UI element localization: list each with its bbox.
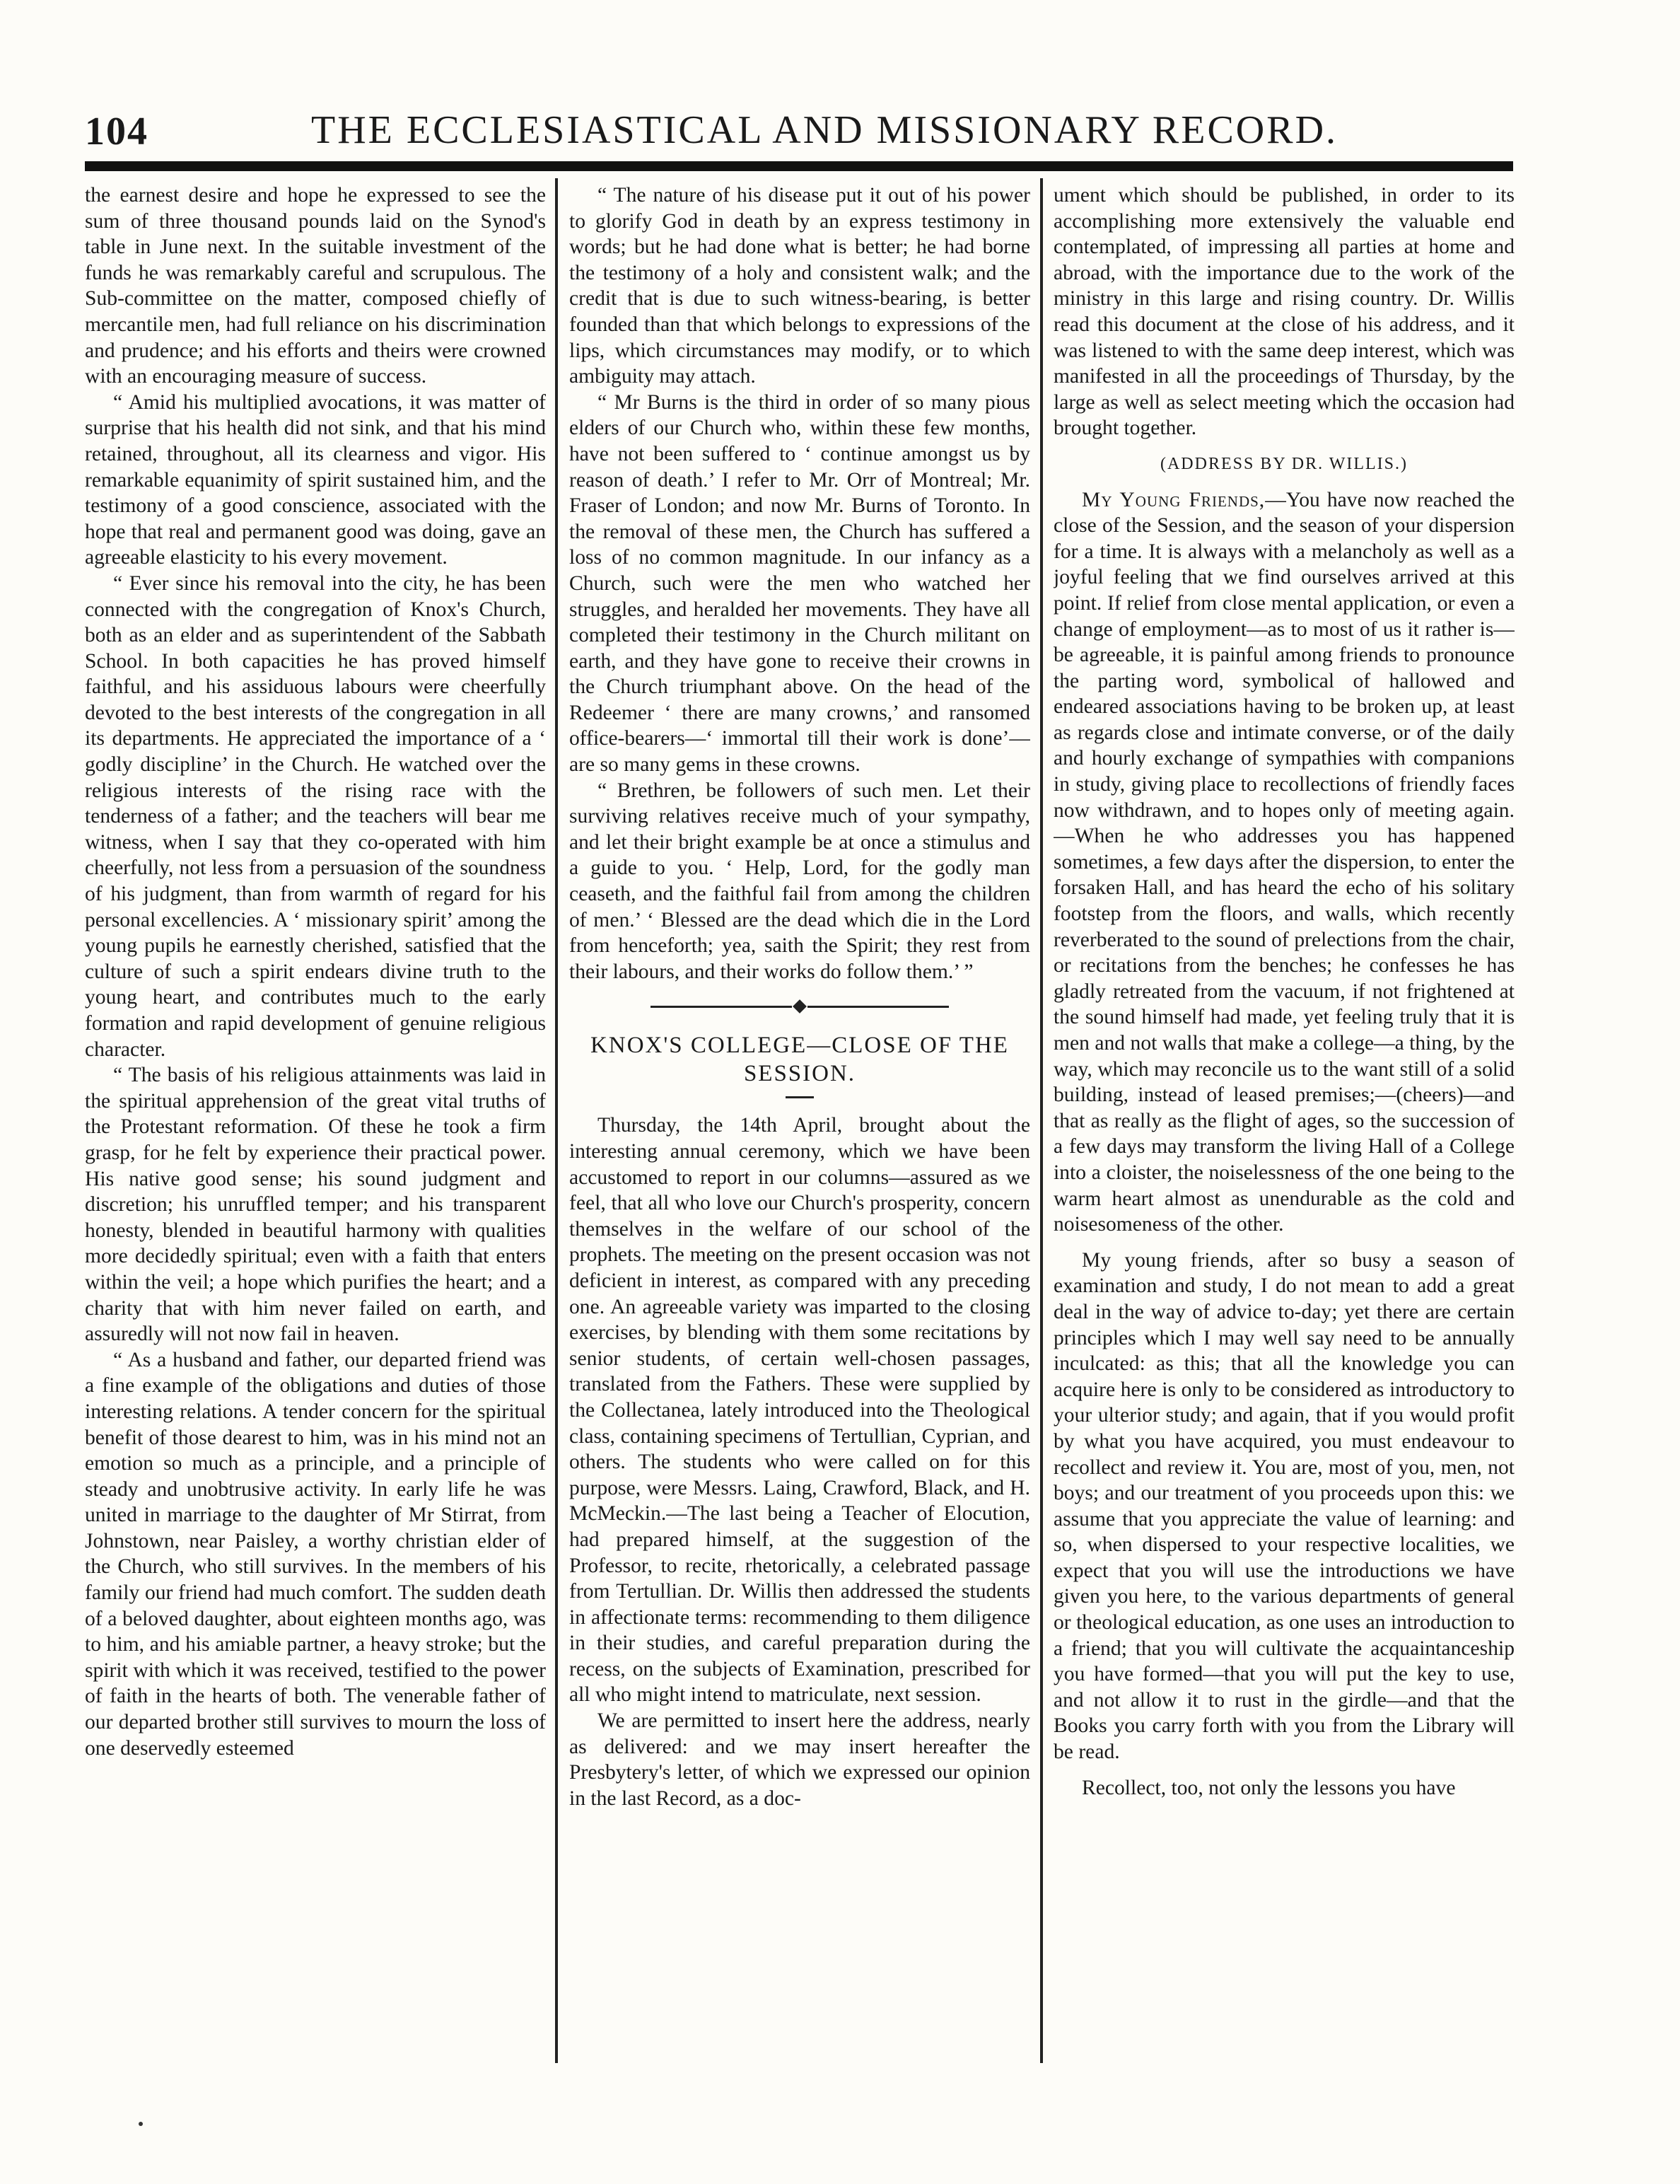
page-header [85, 106, 1513, 163]
paragraph-text: —You have now reached the close of the Session, and the season of your dispersion for a time. It is always with a melancholy as well as a joyful feeling that we find ourselves arrived at this point. If relief from close mental application, or even a change of employment—as to most of us it rather is—be agreeable, it is painful among friends to pronounce the parting word, symbolical of hallowed and endeared associations having to be broken up, at least as regards close and intimate converse, or of the daily and hourly exchange of sympathies with companions in study, giving place to recollections of friendly faces now withdrawn, and to hopes only of meeting again.—When he who addresses you has happened sometimes, a few days after the dispersion, to enter the forsaken Hall, and has heard the echo of his solitary footstep from the floors, and walls, which recently reverberated to the sound of prelections from the chair, or recitations from the benches; he confesses he has gladly retreated from the vacuum, if not frightened at the sound himself had made, yet feeling truly that it is men and not walls that make a college—a thing, by the way, which may reconcile us to the want still of a solid building, instead of leased premises;—(cheers)—and that as really as the flight of ages, so the succession of a few days may transform the living Hall of a College into a cloister, the noiselessness of the one being to the warm heart almost as unendurable as the cold and noisesomeness of the other. [1054, 488, 1515, 1236]
paragraph: We are permitted to insert here the address, nearly as delivered: and we may insert hereafter the Presbytery's letter, of which we expressed our opinion in the last Record, as a doc- [569, 1709, 1030, 1810]
paragraph: “ Mr Burns is the third in order of so many pious elders of our Church who, within these few months, have not been suffered to ‘ continue amongst us by reason of death.’ I refer to Mr. Orr of Montreal; Mr. Fraser of London; and now Mr. Burns of Toronto. In the removal of these men, the Church has suffered a loss of no common magnitude. In our infancy as a Church, such were the men who watched her struggles, and heralded her movements. They have all completed their testimony in the Church militant on earth, and they have gone to receive their crowns in the Church triumphant above. On the head of the Redeemer ‘ there are many crowns,’ and ransomed office-bearers—‘ immortal till their work is done’—are so many gems in these crowns. [569, 390, 1030, 777]
print-speck [139, 2122, 143, 2126]
column-2 [569, 182, 1030, 2060]
paragraph: the earnest desire and hope he expressed to see the sum of three thousand pounds laid on the Synod's table in June next. In the suitable investment of the funds he was remarkably careful and scrupulous. The Sub-committee on the matter, composed chiefly of mercantile men, had full reliance on his discrimination and prudence; and his efforts and theirs were crowned with an encouraging measure of success. [85, 184, 546, 388]
column-divider-1 [555, 178, 558, 2063]
paragraph: “ As a husband and father, our departed friend was a fine example of the obligations and duties of those interesting relations. A tender concern for the spiritual benefit of those dearest to him, was in his mind not an emotion so much as a principle, and a principle of steady and unobtrusive activity. In early life he was united in marriage to the daughter of Mr Stirrat, from Johnstown, near Paisley, a worthy christian elder of the Church, who still survives. In the members of his family our friend had much comfort. The sudden death of a beloved daughter, about eighteen months ago, was to him, and his amiable partner, a heavy stroke; but the spirit with which it was received, testified to the power of faith in the hearts of both. The venerable father of our departed brother still survives to mourn the loss of one deservedly esteemed [85, 1348, 546, 1760]
ornament-diamond [793, 1000, 807, 1014]
paragraph-gap [1054, 1765, 1515, 1775]
paragraph: “ The basis of his religious attainments was laid in the spiritual apprehension of the great vital truths of the Protestant reformation. Of these he took a firm grasp, for he felt by experience their practical power. His native good sense; his sound judgment and discretion; his unruffled temper; and his transparent honesty, blended in beautiful harmony with qualities more decidedly spiritual; even with a faith that enters within the veil; a hope which purifies the heart; and a charity that with him never failed on earth, and assuredly will not now fail in heaven. [85, 1064, 546, 1346]
paragraph: My young friends, after so busy a season of examination and study, I do not mean to add a great deal in the way of advice to-day; yet there are certain principles which I may well say need to be annually inculcated: as this; that all the knowledge you can acquire here is only to be considered as introductory to your ulterior study; and again, that if you would profit by what you have acquired, you must endeavour to recollect and review it. You are, most of you, men, not boys; and our treatment of you proceeds upon this: we assume that you appreciate the value of learning: and so, when dispersed to your respective localities, we expect that you will use the introductions we have given you here, to the various departments of general or theological education, as one uses an introduction to a friend; that you will cultivate the acquaintanceship you have formed—that you will put the key to use, and not allow it to rust in the girdle—and that the Books you carry forth with you from the Library will be read. [1054, 1248, 1515, 1764]
article-headline: KNOX'S COLLEGE—CLOSE OF THE SESSION. [590, 1033, 1009, 1087]
paragraph: “ Amid his multiplied avocations, it was matter of surprise that his health did not sink, and that his mind retained, throughout, all its clearness and vigor. His remarkable equanimity of spirit sustained him, and the testimony of a good conscience, associated with the hope that real and permanent good was doing, gave an agreeable elasticity to his every movement. [85, 390, 546, 569]
ornament-line [807, 1006, 949, 1008]
salutation: My Young Friends, [1082, 488, 1266, 511]
page-number: 104 [85, 110, 148, 153]
paragraph: “ Ever since his removal into the city, he has been connected with the congregation of Knox's Church, both as an elder and as superintendent of the Sabbath School. In both capacities he has proved himself faithful, and his assiduous labours were cheerfully devoted to the best interests of the congregation in all its departments. He appreciated the importance of a ‘ godly discipline’ in the Church. He watched over the religious interests of the rising race with the tenderness of a father; and the teachers will bear me witness, when I say that they co-operated with him cheerfully, not less from a persuasion of the soundness of his judgment, than from warmth of regard for his personal excellencies. A ‘ missionary spirit’ among the young pupils he earnestly cherished, satisfied that the culture of such a spirit endears divine truth to the young heart, and contributes much to the early formation and rapid development of genuine religious character. [85, 571, 546, 1061]
column-1 [85, 182, 546, 2060]
paragraph: “ Brethren, be followers of such men. Let their surviving relatives receive much of your sympathy, and let their bright example be at once a stimulus and a guide to you. ‘ Help, Lord, for the godly man ceaseth, and the faithful fail from among the children of men.’ ‘ Blessed are the dead which die in the Lord from henceforth; yea, saith the Spirit; they rest from their labours, and their works do follow them.’ ” [569, 779, 1030, 983]
running-title: THE ECCLESIASTICAL AND MISSIONARY RECORD. [311, 108, 1338, 152]
section-ornament [569, 990, 1030, 1023]
paragraph: ument which should be published, in order to its accomplishing more extensively the valuable end contemplated, of impressing all parties at home and abroad, with the importance due to the work of the ministry in this large and rising country. Dr. Willis read this document at the close of his address, and it was listened to with the same deep interest, which was manifested in all the proceedings of Thursday, by the large as well as select meeting which the occasion had brought together. [1054, 184, 1515, 440]
paragraph-gap [1054, 1238, 1515, 1248]
column-divider-2 [1040, 178, 1043, 2063]
address-heading: (ADDRESS BY DR. WILLIS.) [1160, 454, 1408, 473]
column-3 [1054, 182, 1515, 2060]
paragraph [1054, 487, 1515, 1238]
header-rule [85, 161, 1513, 171]
paragraph: “ The nature of his disease put it out of his power to glorify God in death by an express testimony in words; but he had done what is better; he had borne the testimony of a holy and consistent walk; and the credit that is due to such witness-bearing, is better founded than that which belongs to expressions of the lips, which circumstances may modify, or to which ambiguity may attach. [569, 184, 1030, 388]
paragraph: Thursday, the 14th April, brought about the interesting annual ceremony, which we have been accustomed to report in our columns—assured as we feel, that all who love our Church's prosperity, concern themselves in the welfare of our school of the prophets. The meeting on the present occasion was not deficient in interest, as compared with any preceding one. An agreeable variety was imparted to the closing exercises, by blending with them some recitations by senior students, of certain well-chosen passages, translated from the Fathers. These were supplied by the Collectanea, lately introduced into the Theological class, containing specimens of Tertullian, Cyprian, and others. The students who were called on for this purpose, were Messrs. Laing, Crawford, Black, and H. McMeckin.—The last being a Teacher of Elocution, had prepared himself, at the suggestion of the Professor, to recite, rhetorically, a celebrated passage from Tertullian. Dr. Willis then addressed the students in affectionate terms: recommending to them diligence in their studies, and careful preparation during the recess, on the subjects of Examination, prescribed for all who might intend to matriculate, next session. [569, 1114, 1030, 1707]
headline-rule [786, 1096, 814, 1098]
paragraph: Recollect, too, not only the lessons you have [1082, 1776, 1456, 1799]
ornament-line [651, 1006, 792, 1008]
